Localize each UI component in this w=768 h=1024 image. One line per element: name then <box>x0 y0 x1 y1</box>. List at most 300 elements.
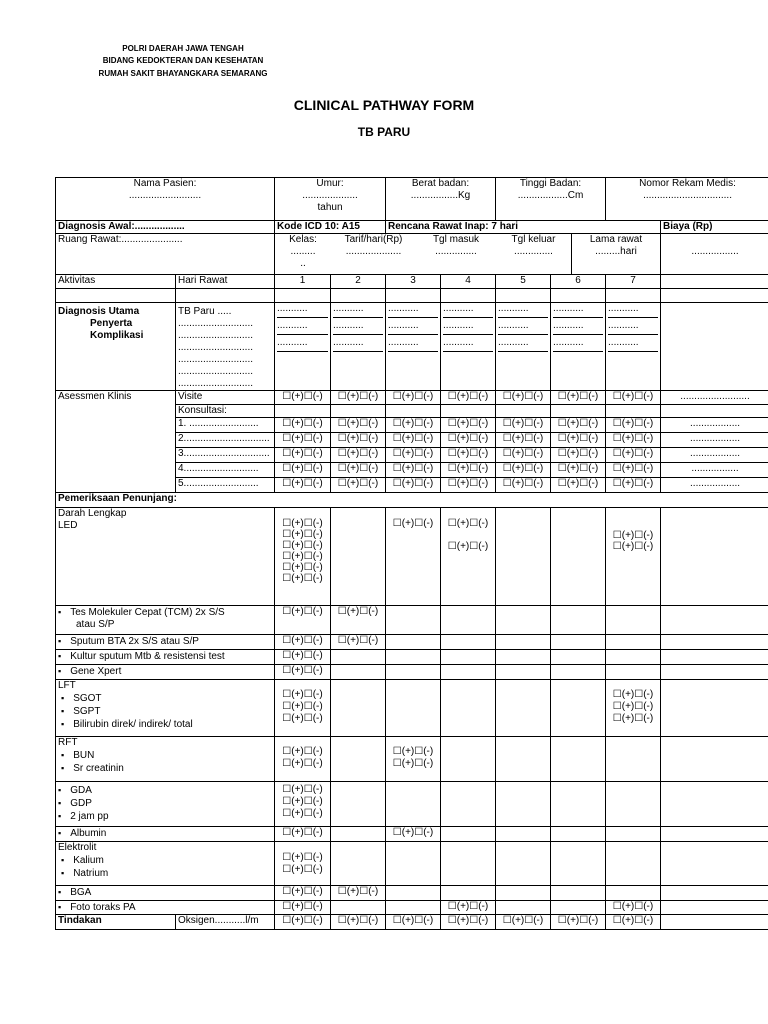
culture-day-1[interactable] <box>275 650 331 665</box>
day-1-header: 1 <box>275 275 331 289</box>
weight-label: Berat badan: <box>411 178 470 189</box>
diagnosis-line: ........................... <box>178 342 254 353</box>
consult-1-cost[interactable]: .................. <box>661 418 768 433</box>
consult-5-day-3[interactable] <box>386 478 441 493</box>
patient-height-cell[interactable] <box>496 178 606 221</box>
patient-age-cell[interactable] <box>275 178 386 221</box>
checkbox-pair[interactable]: ☐(+)☐(-) <box>612 418 654 429</box>
entry-dots[interactable]: ........... <box>553 337 603 352</box>
entry-dots[interactable]: ........... <box>333 337 383 352</box>
oxygen-label[interactable]: Oksigen...........l/m <box>176 915 275 930</box>
gpp-label: ▪ 2 jam pp <box>58 810 272 823</box>
checkbox-pair[interactable]: ☐(+)☐(-) <box>282 796 323 807</box>
assessment-label: Asessmen Klinis <box>56 391 176 493</box>
form-title: CLINICAL PATHWAY FORM <box>293 97 475 113</box>
consult-2-day-3[interactable] <box>386 433 441 448</box>
checkbox-pair[interactable]: ☐(+)☐(-) <box>337 886 379 897</box>
entry-dots[interactable]: ........... <box>388 320 438 335</box>
consult-5-day-5[interactable] <box>496 478 551 493</box>
checkbox-pair[interactable]: ☐(+)☐(-) <box>392 463 434 474</box>
checkbox-pair[interactable]: ☐(+)☐(-) <box>282 448 323 459</box>
consult-2-day-5[interactable] <box>496 433 551 448</box>
entry-dots[interactable]: ........... <box>553 303 603 318</box>
checkbox-pair[interactable]: ☐(+)☐(-) <box>337 915 379 926</box>
consult-5-day-7[interactable] <box>606 478 661 493</box>
checkbox-pair[interactable]: ☐(+)☐(-) <box>447 391 489 402</box>
consult-4-day-1[interactable] <box>275 463 331 478</box>
checkbox-pair[interactable]: ☐(+)☐(-) <box>282 650 323 661</box>
support-title: Pemeriksaan Penunjang: <box>56 493 768 508</box>
day-2-diagnosis[interactable] <box>331 303 386 391</box>
checkbox-pair[interactable]: ☐(+)☐(-) <box>337 463 379 474</box>
consult-3-cost[interactable]: .................. <box>661 448 768 463</box>
xray-test <box>56 901 275 915</box>
consult-4-day-5[interactable] <box>496 463 551 478</box>
initial-diagnosis[interactable]: Diagnosis Awal:.................. <box>56 221 275 234</box>
checkbox-pair[interactable]: ☐(+)☐(-) <box>337 606 379 617</box>
day-6-header: 6 <box>551 275 606 289</box>
diagnosis-tb: TB Paru ..... <box>178 306 232 317</box>
day-7-header: 7 <box>606 275 661 289</box>
entry-dots[interactable]: ........... <box>443 320 493 335</box>
entry-dots[interactable]: ........... <box>498 303 548 318</box>
oxygen-day-1[interactable] <box>275 915 331 930</box>
day-1-diagnosis[interactable] <box>275 303 331 391</box>
blood-day-4[interactable] <box>441 508 496 606</box>
albumin-day-3[interactable] <box>386 827 441 842</box>
checkbox-pair[interactable]: ☐(+)☐(-) <box>557 391 599 402</box>
bga-day-2[interactable] <box>331 886 386 901</box>
checkbox-pair[interactable]: ☐(+)☐(-) <box>282 901 323 912</box>
visit-day-2[interactable] <box>331 391 386 405</box>
checkbox-pair[interactable]: ☐(+)☐(-) <box>612 463 654 474</box>
consult-1-day-5[interactable] <box>496 418 551 433</box>
checkbox-pair[interactable]: ☐(+)☐(-) <box>502 478 544 489</box>
org-line-3: RUMAH SAKIT BHAYANGKARA SEMARANG <box>98 69 268 78</box>
checkbox-pair[interactable]: ☐(+)☐(-) <box>337 478 379 489</box>
tariff-label: Tarif/hari(Rp) <box>344 234 403 245</box>
electrolyte-row <box>56 842 768 886</box>
checkbox-pair[interactable]: ☐(+)☐(-) <box>447 541 489 552</box>
checkbox-pair[interactable]: ☐(+)☐(-) <box>282 540 323 551</box>
checkbox-pair[interactable]: ☐(+)☐(-) <box>337 391 379 402</box>
checkbox-pair[interactable]: ☐(+)☐(-) <box>282 689 323 700</box>
checkbox-pair[interactable]: ☐(+)☐(-) <box>282 391 323 402</box>
consult-2-day-4[interactable] <box>441 433 496 448</box>
checkbox-pair[interactable]: ☐(+)☐(-) <box>282 713 323 724</box>
checkbox-pair[interactable]: ☐(+)☐(-) <box>612 713 654 724</box>
checkbox-pair[interactable]: ☐(+)☐(-) <box>337 418 379 429</box>
clinical-pathway-table <box>55 177 768 930</box>
consult-2-day-7[interactable] <box>606 433 661 448</box>
consult-1-day-6[interactable] <box>551 418 606 433</box>
checkbox-pair[interactable]: ☐(+)☐(-) <box>282 551 323 562</box>
support-title-row <box>56 493 768 508</box>
albumin-label: ▪ Albumin <box>58 827 272 840</box>
checkbox-pair[interactable]: ☐(+)☐(-) <box>282 886 323 897</box>
checkbox-pair[interactable]: ☐(+)☐(-) <box>337 433 379 444</box>
checkbox-pair[interactable]: ☐(+)☐(-) <box>557 418 599 429</box>
entry-dots[interactable]: ........... <box>608 337 658 352</box>
blood-count-row <box>56 508 768 606</box>
checkbox-pair[interactable]: ☐(+)☐(-) <box>612 915 654 926</box>
checkbox-pair[interactable]: ☐(+)☐(-) <box>447 478 489 489</box>
checkbox-pair[interactable]: ☐(+)☐(-) <box>557 448 599 459</box>
rft-tests <box>56 737 275 782</box>
consult-4[interactable]: 4........................... <box>176 463 275 478</box>
visit-day-1[interactable] <box>275 391 331 405</box>
form-subtitle: TB PARU <box>357 125 411 139</box>
entry-dots[interactable]: ........... <box>553 320 603 335</box>
checkbox-pair[interactable]: ☐(+)☐(-) <box>282 808 323 819</box>
day-7-diagnosis[interactable] <box>606 303 661 391</box>
consult-1-day-4[interactable] <box>441 418 496 433</box>
checkbox-pair[interactable]: ☐(+)☐(-) <box>282 864 323 875</box>
checkbox-pair[interactable]: ☐(+)☐(-) <box>557 433 599 444</box>
patient-row <box>56 178 768 221</box>
checkbox-pair[interactable]: ☐(+)☐(-) <box>392 391 434 402</box>
electrolyte-day-1[interactable] <box>275 842 331 886</box>
checkbox-pair[interactable]: ☐(+)☐(-) <box>392 827 434 838</box>
albumin-test <box>56 827 275 842</box>
checkbox-pair[interactable]: ☐(+)☐(-) <box>447 448 489 459</box>
gene-test <box>56 665 275 680</box>
checkbox-pair[interactable]: ☐(+)☐(-) <box>557 463 599 474</box>
consult-1-day-2[interactable] <box>331 418 386 433</box>
consult-1-day-3[interactable] <box>386 418 441 433</box>
kalium-label: ▪ Kalium <box>61 854 272 867</box>
rft-day-1[interactable] <box>275 737 331 782</box>
diagnosis-line: ........................... <box>178 318 254 329</box>
consult-3-day-2[interactable] <box>331 448 386 463</box>
action-row <box>56 915 768 930</box>
visit-day-5[interactable] <box>496 391 551 405</box>
checkbox-pair[interactable]: ☐(+)☐(-) <box>557 915 599 926</box>
checkbox-pair[interactable]: ☐(+)☐(-) <box>282 746 323 757</box>
checkbox-pair[interactable]: ☐(+)☐(-) <box>612 901 654 912</box>
admission-date-field[interactable] <box>416 234 496 274</box>
entry-dots[interactable]: ........... <box>608 303 658 318</box>
patient-name-value: .......................... <box>128 190 202 201</box>
checkbox-pair[interactable]: ☐(+)☐(-) <box>282 915 323 926</box>
day-header-row <box>56 275 768 289</box>
checkbox-pair[interactable]: ☐(+)☐(-) <box>612 391 654 402</box>
checkbox-pair[interactable]: ☐(+)☐(-) <box>612 689 654 700</box>
electrolyte-tests <box>56 842 275 886</box>
lft-label: LFT <box>58 680 76 691</box>
checkbox-pair[interactable]: ☐(+)☐(-) <box>392 478 434 489</box>
bga-row <box>56 886 768 901</box>
ward-cost[interactable]: ................. <box>661 234 768 275</box>
checkbox-pair[interactable]: ☐(+)☐(-) <box>502 418 544 429</box>
checkbox-pair[interactable]: ☐(+)☐(-) <box>392 448 434 459</box>
gda-label: ▪ GDA <box>58 784 272 797</box>
consult-5-cost[interactable]: .................. <box>661 478 768 493</box>
consult-3[interactable]: 3............................... <box>176 448 275 463</box>
visit-day-3[interactable] <box>386 391 441 405</box>
checkbox-pair[interactable]: ☐(+)☐(-) <box>612 433 654 444</box>
rft-day-3[interactable] <box>386 737 441 782</box>
glucose-day-1[interactable] <box>275 782 331 827</box>
checkbox-pair[interactable]: ☐(+)☐(-) <box>282 562 323 573</box>
class-value-cont: .. <box>300 258 306 269</box>
consult-4-day-2[interactable] <box>331 463 386 478</box>
tcm-row <box>56 606 768 635</box>
checkbox-pair[interactable]: ☐(+)☐(-) <box>447 433 489 444</box>
visit-day-6[interactable] <box>551 391 606 405</box>
org-line-2: BIDANG KEDOKTERAN DAN KESEHATAN <box>102 56 264 65</box>
age-label: Umur: <box>316 178 344 189</box>
complication-label: Komplikasi <box>90 330 144 341</box>
discharge-date-field[interactable] <box>496 234 572 274</box>
tcm-test <box>56 606 275 635</box>
visit-day-4[interactable] <box>441 391 496 405</box>
consult-2[interactable]: 2............................... <box>176 433 275 448</box>
weight-value: .................Kg <box>410 190 471 201</box>
consult-3-day-1[interactable] <box>275 448 331 463</box>
entry-dots[interactable]: ........... <box>277 320 328 335</box>
medical-record-cell[interactable] <box>606 178 768 221</box>
entry-dots[interactable]: ........... <box>333 303 383 318</box>
checkbox-pair[interactable]: ☐(+)☐(-) <box>502 448 544 459</box>
entry-dots[interactable]: ........... <box>608 320 658 335</box>
day-3-diagnosis[interactable] <box>386 303 441 391</box>
consult-3-day-5[interactable] <box>496 448 551 463</box>
consult-2-day-2[interactable] <box>331 433 386 448</box>
day-6-diagnosis[interactable] <box>551 303 606 391</box>
sgot-label: ▪ SGOT <box>61 692 272 705</box>
consult-2-day-6[interactable] <box>551 433 606 448</box>
medical-record-label: Nomor Rekam Medis: <box>639 178 736 189</box>
checkbox-pair[interactable]: ☐(+)☐(-) <box>282 478 323 489</box>
gene-day-1[interactable] <box>275 665 331 680</box>
rft-row <box>56 737 768 782</box>
checkbox-pair[interactable]: ☐(+)☐(-) <box>282 518 323 529</box>
entry-dots[interactable]: ........... <box>277 337 328 352</box>
xray-day-7[interactable] <box>606 901 661 915</box>
checkbox-pair[interactable]: ☐(+)☐(-) <box>392 433 434 444</box>
checkbox-pair[interactable]: ☐(+)☐(-) <box>282 635 323 646</box>
checkbox-pair[interactable]: ☐(+)☐(-) <box>282 573 323 584</box>
bta-day-1[interactable] <box>275 635 331 650</box>
length-of-stay-label: Lama rawat <box>589 234 643 245</box>
albumin-row <box>56 827 768 842</box>
visit-row <box>56 391 768 405</box>
consult-5-day-1[interactable] <box>275 478 331 493</box>
blood-day-1[interactable] <box>275 508 331 606</box>
cost-header: Biaya (Rp) <box>661 221 768 234</box>
day-4-diagnosis[interactable] <box>441 303 496 391</box>
day-header: Hari Rawat <box>176 275 275 289</box>
age-unit: tahun <box>317 202 343 213</box>
checkbox-pair[interactable]: ☐(+)☐(-) <box>392 746 434 757</box>
checkbox-pair[interactable]: ☐(+)☐(-) <box>392 758 434 769</box>
consult-3-day-6[interactable] <box>551 448 606 463</box>
lft-day-1[interactable] <box>275 680 331 737</box>
entry-dots[interactable]: ........... <box>277 303 328 318</box>
checkbox-pair[interactable]: ☐(+)☐(-) <box>282 701 323 712</box>
consult-4-day-4[interactable] <box>441 463 496 478</box>
age-value: .................... <box>302 190 358 201</box>
blood-day-3[interactable] <box>386 508 441 606</box>
consult-1-day-7[interactable] <box>606 418 661 433</box>
entry-dots[interactable]: ........... <box>498 320 548 335</box>
checkbox-pair[interactable]: ☐(+)☐(-) <box>502 433 544 444</box>
consult-4-cost[interactable]: ................. <box>661 463 768 478</box>
natrium-label: ▪ Natrium <box>61 867 272 880</box>
consult-3-day-3[interactable] <box>386 448 441 463</box>
checkbox-pair[interactable]: ☐(+)☐(-) <box>502 915 544 926</box>
oxygen-day-2[interactable] <box>331 915 386 930</box>
diagnosis-labels <box>56 303 176 391</box>
lft-row <box>56 680 768 737</box>
consult-5-day-4[interactable] <box>441 478 496 493</box>
day-5-header: 5 <box>496 275 551 289</box>
checkbox-pair[interactable]: ☐(+)☐(-) <box>612 701 654 712</box>
checkbox-pair[interactable]: ☐(+)☐(-) <box>392 518 434 529</box>
visit-cost[interactable]: ......................... <box>661 391 768 405</box>
entry-dots[interactable]: ........... <box>388 337 438 352</box>
checkbox-pair[interactable]: ☐(+)☐(-) <box>447 518 489 529</box>
xray-row <box>56 901 768 915</box>
consult-3-day-7[interactable] <box>606 448 661 463</box>
oxygen-day-4[interactable] <box>441 915 496 930</box>
consult-4-day-3[interactable] <box>386 463 441 478</box>
consult-5[interactable]: 5........................... <box>176 478 275 493</box>
checkbox-pair[interactable]: ☐(+)☐(-) <box>282 529 323 540</box>
entry-dots[interactable]: ........... <box>443 337 493 352</box>
checkbox-pair[interactable]: ☐(+)☐(-) <box>612 448 654 459</box>
oxygen-day-6[interactable] <box>551 915 606 930</box>
checkbox-pair[interactable]: ☐(+)☐(-) <box>502 391 544 402</box>
checkbox-pair[interactable]: ☐(+)☐(-) <box>282 433 323 444</box>
checkbox-pair[interactable]: ☐(+)☐(-) <box>447 901 489 912</box>
patient-weight-cell[interactable] <box>386 178 496 221</box>
bga-day-1[interactable] <box>275 886 331 901</box>
oxygen-day-3[interactable] <box>386 915 441 930</box>
bta-row <box>56 635 768 650</box>
icd-code: Kode ICD 10: A15 <box>275 221 386 234</box>
secondary-diagnosis-label: Penyerta <box>90 318 133 329</box>
class-field[interactable] <box>275 234 331 274</box>
admission-date-label: Tgl masuk <box>432 234 480 245</box>
checkbox-pair[interactable]: ☐(+)☐(-) <box>612 478 654 489</box>
entry-dots[interactable]: ........... <box>388 303 438 318</box>
checkbox-pair[interactable]: ☐(+)☐(-) <box>392 915 434 926</box>
length-of-stay-value: .........hari <box>595 246 637 257</box>
glucose-tests <box>56 782 275 827</box>
checkbox-pair[interactable]: ☐(+)☐(-) <box>282 852 323 863</box>
sgpt-label: ▪ SGPT <box>61 705 272 718</box>
blood-tests <box>56 508 275 606</box>
checkbox-pair[interactable]: ☐(+)☐(-) <box>612 530 654 541</box>
discharge-date-value: .............. <box>514 246 553 257</box>
checkbox-pair[interactable]: ☐(+)☐(-) <box>282 418 323 429</box>
checkbox-pair[interactable]: ☐(+)☐(-) <box>282 758 323 769</box>
action-label: Tindakan <box>56 915 176 930</box>
consult-3-day-4[interactable] <box>441 448 496 463</box>
checkbox-pair[interactable]: ☐(+)☐(-) <box>282 606 323 617</box>
medical-record-value: ................................ <box>643 190 732 201</box>
checkbox-pair[interactable]: ☐(+)☐(-) <box>282 827 323 838</box>
consult-1-day-1[interactable] <box>275 418 331 433</box>
consult-5-day-6[interactable] <box>551 478 606 493</box>
culture-label: ▪ Kultur sputum Mtb & resistensi test <box>58 650 272 663</box>
gdp-label: ▪ GDP <box>58 797 272 810</box>
entry-dots[interactable]: ........... <box>443 303 493 318</box>
visit-day-7[interactable] <box>606 391 661 405</box>
activity-header: Aktivitas <box>56 275 176 289</box>
consult-2-day-1[interactable] <box>275 433 331 448</box>
checkbox-pair[interactable]: ☐(+)☐(-) <box>502 463 544 474</box>
ward-field[interactable]: Ruang Rawat:...................... <box>56 234 275 275</box>
checkbox-pair[interactable]: ☐(+)☐(-) <box>447 915 489 926</box>
checkbox-pair[interactable]: ☐(+)☐(-) <box>612 541 654 552</box>
day-5-diagnosis[interactable] <box>496 303 551 391</box>
complete-blood-count: Darah Lengkap <box>58 508 127 519</box>
checkbox-pair[interactable]: ☐(+)☐(-) <box>447 463 489 474</box>
tcm-day-1[interactable] <box>275 606 331 635</box>
tariff-value: .................... <box>345 246 402 257</box>
tcm-day-2[interactable] <box>331 606 386 635</box>
xray-day-4[interactable] <box>441 901 496 915</box>
xray-day-1[interactable] <box>275 901 331 915</box>
entry-dots[interactable]: ........... <box>333 320 383 335</box>
org-line-1: POLRI DAERAH JAWA TENGAH <box>122 44 244 53</box>
blood-day-7[interactable] <box>606 508 661 606</box>
patient-name-label: Nama Pasien: <box>133 178 197 189</box>
main-diagnosis-label: Diagnosis Utama <box>58 306 140 317</box>
consult-5-day-2[interactable] <box>331 478 386 493</box>
patient-name-cell[interactable] <box>56 178 275 221</box>
tariff-field[interactable] <box>331 234 416 274</box>
checkbox-pair[interactable]: ☐(+)☐(-) <box>337 635 379 646</box>
lft-day-7[interactable] <box>606 680 661 737</box>
albumin-day-1[interactable] <box>275 827 331 842</box>
checkbox-pair[interactable]: ☐(+)☐(-) <box>392 418 434 429</box>
consult-2-cost[interactable]: .................. <box>661 433 768 448</box>
checkbox-pair[interactable]: ☐(+)☐(-) <box>447 418 489 429</box>
checkbox-pair[interactable]: ☐(+)☐(-) <box>282 463 323 474</box>
length-of-stay-field[interactable] <box>572 234 660 274</box>
checkbox-pair[interactable]: ☐(+)☐(-) <box>557 478 599 489</box>
class-label: Kelas: <box>289 234 317 245</box>
consult-4-day-6[interactable] <box>551 463 606 478</box>
diagnosis-entries[interactable] <box>176 303 275 391</box>
diagnosis-line: ........................... <box>178 378 254 389</box>
tcm-label: ▪ Tes Molekuler Cepat (TCM) 2x S/S <box>58 606 272 619</box>
lft-tests <box>56 680 275 737</box>
rft-label: RFT <box>58 737 78 748</box>
oxygen-day-7[interactable] <box>606 915 661 930</box>
consult-1[interactable]: 1. ......................... <box>176 418 275 433</box>
entry-dots[interactable]: ........... <box>498 337 548 352</box>
oxygen-day-5[interactable] <box>496 915 551 930</box>
xray-label: ▪ Foto toraks PA <box>58 901 272 914</box>
height-value: ..................Cm <box>517 190 584 201</box>
consult-4-day-7[interactable] <box>606 463 661 478</box>
led-test: LED <box>58 520 78 531</box>
discharge-date-label: Tgl keluar <box>511 234 556 245</box>
ward-row <box>56 234 768 275</box>
electrolyte-label: Elektrolit <box>58 842 97 853</box>
bta-day-2[interactable] <box>331 635 386 650</box>
checkbox-pair[interactable]: ☐(+)☐(-) <box>282 665 323 676</box>
checkbox-pair[interactable]: ☐(+)☐(-) <box>282 784 323 795</box>
gene-label: ▪ Gene Xpert <box>58 665 272 678</box>
checkbox-pair[interactable]: ☐(+)☐(-) <box>337 448 379 459</box>
bta-label: ▪ Sputum BTA 2x S/S atau S/P <box>58 635 272 648</box>
